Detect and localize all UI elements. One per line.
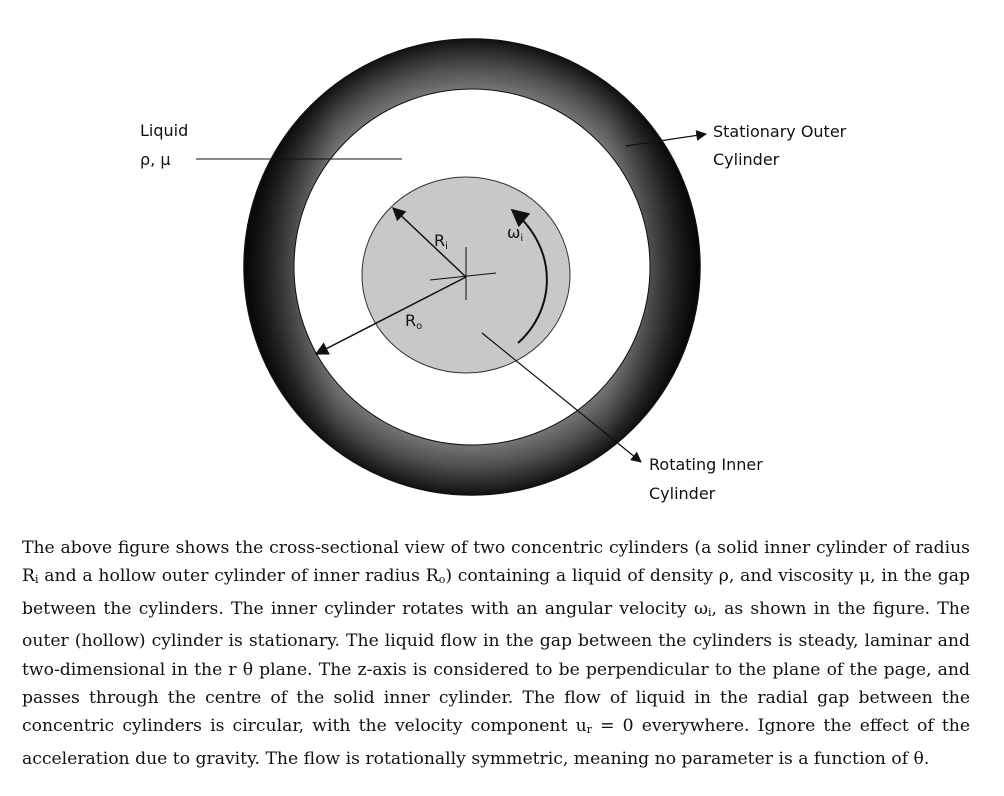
outer-cylinder-label-line1: Stationary Outer bbox=[713, 122, 847, 141]
figure-caption: The above figure shows the cross-sectional view of two concentric cylinders (a solid inner cylinder of radius Ri and a hollow outer cylinder of inner radius Ro) containing a liquid of density ρ, and viscosity μ, in the gap between the cylinders. The inner cylinder rotates with an angular velocity ωi, as shown in the figure. The outer (hollow) cylinder is stationary. The liquid flow in the gap between the cylinders is steady, laminar and two-dimensional in the r θ plane. The z-axis is considered to be perpendicular to the plane of the page, and passes through the centre of the solid inner cylinder. The flow of liquid in the radial gap between the concentric cylinders is circular, with the velocity component ur = 0 everywhere. Ignore the effect of the acceleration due to gravity. The flow is rotationally symmetric, meaning no parameter is a function of θ. bbox=[22, 538, 970, 769]
liquid-label: Liquid bbox=[140, 121, 189, 140]
omega-label: ωi bbox=[507, 223, 524, 244]
ri-label: Ri bbox=[434, 231, 448, 252]
inner-cylinder-label-line1: Rotating Inner bbox=[649, 455, 763, 474]
ro-label: Ro bbox=[405, 311, 423, 332]
inner-cylinder-label-line2: Cylinder bbox=[649, 484, 716, 503]
outer-cylinder-label-line2: Cylinder bbox=[713, 150, 780, 169]
liquid-props-label: ρ, μ bbox=[140, 150, 171, 169]
